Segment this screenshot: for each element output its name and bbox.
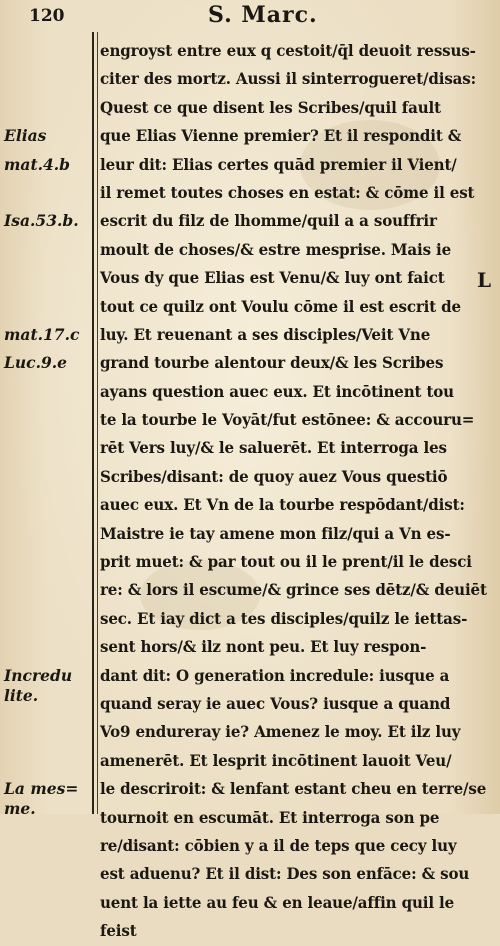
folio-number: 120 [29,6,65,26]
text-line: sec. Et iay dict a tes disciples/quilz le iettas- [100,608,468,628]
text-line: sent hors/& ilz nont peu. Et luy respon- [100,637,427,657]
page-header [0,0,500,32]
text-line: auec eux. Et Vn de la tourbe respōdant/dist: [100,495,465,515]
margin-rule [92,32,94,814]
margin-note-text-2: me. [4,799,36,819]
text-line: Scribes/disant: de quoy auez Vous questiō [100,466,448,486]
text-line: re/disant: cōbien y a il de teps que cecy luy [100,835,457,855]
right-margin-mark: L [477,268,492,292]
margin-note-text: Elias [4,126,47,146]
text-line: il remet toutes choses en estat: & cōme il est [100,182,475,202]
margin-note [4,353,67,373]
text-line: Vous dy que Elias est Venu/& luy ont faict [100,268,445,288]
text-line: rēt Vers luy/& le saluerēt. Et interroga les [100,438,447,458]
text-line: Maistre ie tay amene mon filz/qui a Vn es- [100,523,451,543]
margin-note-text-2: lite. [4,685,39,705]
margin-note-text: mat.4.b [4,154,71,174]
running-head: S. Marc. [208,2,318,28]
margin-note-text: mat.17.c [4,325,80,344]
text-line: escrit du filz de lhomme/quil a a souffrir [100,211,437,231]
text-line: tournoit en escumāt. Et interroga son pe [100,807,440,827]
margin-note-text: Isa.53.b. [4,211,79,231]
body-text [100,37,487,946]
margin-note [4,666,72,706]
margin-rule-inner [97,32,98,814]
text-line: moult de choses/& estre mesprise. Mais ie [100,239,452,259]
text-line: ayans question auec eux. Et incōtinent tou [100,381,454,401]
text-line: re: & lors il escume/& grince ses dētz/& deuiēt [100,580,487,600]
text-line: le descriroit: & lenfant estant cheu en terre/se [100,779,487,799]
text-line: uent la iette au feu & en leaue/affin quil le [100,892,455,912]
text-line: est aduenu? Et il dist: Des son enfāce: & sou [100,864,470,884]
margin-note [4,779,78,819]
text-line: Quest ce que disent les Scribes/quil fault [100,97,441,117]
text-line: feist [100,921,137,941]
text-line: grand tourbe alentour deux/& les Scribes [100,353,444,373]
margin-note-text: La mes= [4,779,79,799]
text-line: leur dit: Elias certes quād premier il Vient/ [100,154,457,174]
margin-note-text: Incredu [4,665,73,685]
text-line: que Elias Vienne premier? Et il respondit & [100,126,462,146]
text-line: Vo9 endureray ie? Amenez le moy. Et ilz luy [100,722,461,742]
text-line: tout ce quilz ont Voulu cōme il est escrit de [100,296,461,316]
text-line: prit muet: & par tout ou il le prent/il le desci [100,552,472,572]
margin-note [4,155,70,175]
text-line: quand seray ie auec Vous? iusque a quand [100,693,451,713]
text-line: engroyst entre eux q cestoit/q̄l deuoit ressus- [100,41,476,60]
text-line: luy. Et reuenant a ses disciples/Veit Vne [100,324,431,344]
margin-note [4,325,79,345]
text-line: te la tourbe le Voyāt/fut estōnee: & accouru= [100,410,475,430]
text-line: citer des mortz. Aussi il sinterrogueret/disas: [100,69,477,89]
margin-note [4,211,79,231]
text-line: amenerēt. Et lesprit incōtinent lauoit Veu/ [100,750,452,770]
margin-note-text: Luc.9.e [4,353,68,373]
text-line: dant dit: O generation incredule: iusque a [100,665,450,685]
margin-note [4,126,46,146]
